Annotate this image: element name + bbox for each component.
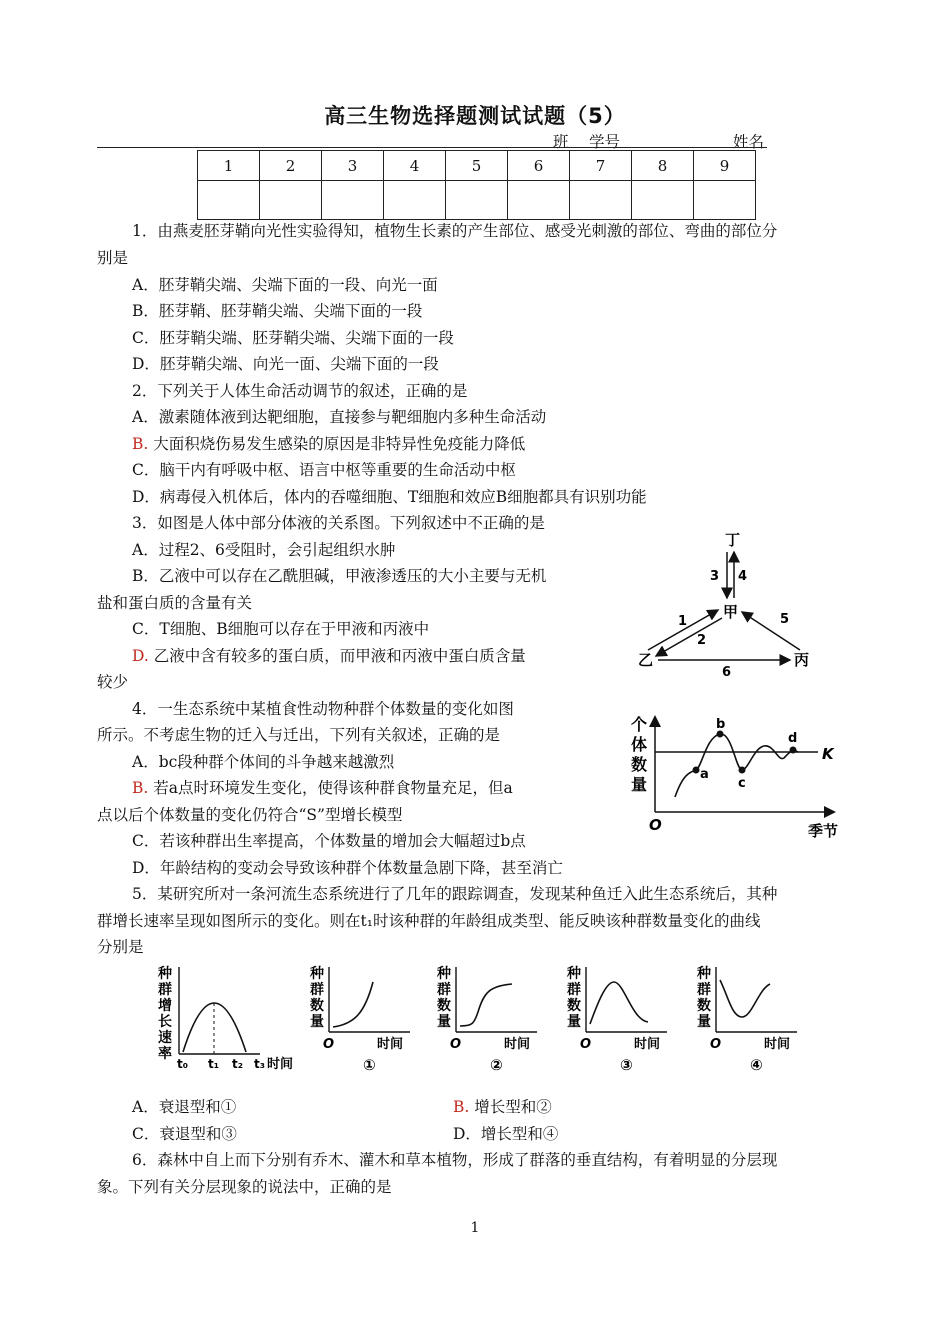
q2-option-d: D．病毒侵入机体后，体内的吞噬细胞、T细胞和效应B细胞都具有识别功能: [132, 488, 647, 506]
ylabel-2: 体: [631, 735, 648, 754]
label-bing: 丙: [794, 651, 810, 669]
rate-ylabel-3: 增: [158, 998, 172, 1014]
answer-col-5: 5: [446, 151, 508, 181]
answer-table: [197, 150, 756, 220]
answer-col-2: 2: [260, 151, 322, 181]
q1-option-c: C．胚芽鞘尖端、胚芽鞘尖端、尖端下面的一段: [132, 329, 454, 347]
curve-1-graph: [305, 962, 425, 1077]
rate-ylabel-4: 长: [158, 1014, 172, 1030]
c3-origin: O: [580, 1037, 592, 1052]
q3-option-d: [132, 646, 526, 666]
c2-ylabel-4: 量: [437, 1014, 451, 1030]
c2-xlabel: 时间: [504, 1037, 531, 1052]
answer-col-1: 1: [198, 151, 260, 181]
q2-answer-mark: B.: [132, 435, 149, 453]
q1-stem-cont: 别是: [97, 249, 129, 267]
q3-option-a: A．过程2、6受阻时，会引起组织水肿: [132, 541, 396, 559]
q5-stem-cont2: 分别是: [97, 938, 144, 956]
answer-col-9: 9: [694, 151, 756, 181]
label-2: 2: [697, 633, 707, 648]
xlabel: 季节: [808, 822, 839, 840]
c3-ylabel-2: 群: [567, 982, 581, 998]
c4-ylabel-1: 种: [697, 966, 711, 982]
t3-label: t₃: [254, 1057, 265, 1071]
q4-option-b: [132, 778, 513, 798]
answer-cell[interactable]: [570, 181, 632, 220]
c2-ylabel-2: 群: [437, 982, 451, 998]
c4-ylabel-3: 数: [697, 998, 711, 1014]
population-graph: [628, 712, 848, 842]
c2-ylabel-1: 种: [437, 966, 451, 982]
answer-col-3: 3: [322, 151, 384, 181]
point-b: b: [716, 717, 726, 732]
label-3: 3: [710, 569, 720, 584]
rate-ylabel-6: 率: [158, 1046, 172, 1062]
c4-ylabel-2: 群: [697, 982, 711, 998]
c3-ylabel-3: 数: [567, 998, 581, 1014]
q3-answer-mark: D.: [132, 647, 149, 665]
q5-answer-mark: B.: [453, 1098, 470, 1116]
label-ding: 丁: [725, 531, 741, 549]
c1-ylabel-1: 种: [310, 966, 324, 982]
c2-ylabel-3: 数: [437, 998, 451, 1014]
c4-origin: O: [710, 1037, 722, 1052]
rate-xlabel: 时间: [267, 1057, 294, 1072]
q1-option-a: A．胚芽鞘尖端、尖端下面的一段、向光一面: [132, 276, 438, 294]
q5-option-a: A．衰退型和①: [132, 1098, 237, 1116]
point-d: d: [788, 731, 798, 746]
q5-stem-cont: 群增长速率呈现如图所示的变化。则在t₁时该种群的年龄组成类型、能反映该种群数量变化的曲线: [97, 912, 761, 930]
c3-xlabel: 时间: [634, 1037, 661, 1052]
q4-option-b-cont: 点以后个体数量的变化仍符合“S”型增长模型: [97, 806, 403, 824]
answer-cell[interactable]: [508, 181, 570, 220]
c1-ylabel-3: 数: [310, 998, 324, 1014]
label-4: 4: [738, 569, 748, 584]
answer-col-6: 6: [508, 151, 570, 181]
q3-stem: 3．如图是人体中部分体液的关系图。下列叙述中不正确的是: [132, 514, 545, 532]
t0-label: t₀: [177, 1057, 188, 1071]
q5-option-b-text: 增长型和②: [474, 1098, 552, 1116]
q3-option-d-cont: 较少: [97, 673, 129, 691]
rate-ylabel-5: 速: [158, 1030, 172, 1046]
c4-label: ④: [750, 1056, 763, 1074]
answer-cell[interactable]: [694, 181, 756, 220]
q4-option-c: C．若该种群出生率提高，个体数量的增加会大幅超过b点: [132, 832, 526, 850]
q5-stem: 5．某研究所对一条河流生态系统进行了几年的跟踪调查，发现某种鱼迁入此生态系统后，其种: [132, 885, 778, 903]
q1-option-b: B．胚芽鞘、胚芽鞘尖端、尖端下面的一段: [132, 302, 423, 320]
q5-option-b: [453, 1097, 552, 1117]
ylabel-3: 数: [631, 755, 648, 774]
page-title: 高三生物选择题测试试题（5）: [324, 104, 626, 128]
k-label: K: [822, 745, 834, 763]
c3-ylabel-1: 种: [567, 966, 581, 982]
q5-option-c: C．衰退型和③: [132, 1125, 237, 1143]
class-label: 班: [553, 133, 569, 151]
q2-stem: 2．下列关于人体生命活动调节的叙述，正确的是: [132, 382, 468, 400]
q3-option-b: B．乙液中可以存在乙酰胆碱，甲液渗透压的大小主要与无机: [132, 567, 547, 585]
c1-xlabel: 时间: [377, 1037, 404, 1052]
q5-option-d: D．增长型和④: [453, 1125, 559, 1143]
q2-option-c: C．脑干内有呼吸中枢、语言中枢等重要的生命活动中枢: [132, 461, 516, 479]
label-5: 5: [780, 612, 790, 627]
q2-option-a: A．激素随体液到达靶细胞，直接参与靶细胞内多种生命活动: [132, 408, 547, 426]
q4-option-a: A．bc段种群个体间的斗争越来越激烈: [132, 753, 395, 771]
curve-2-graph: [432, 962, 552, 1077]
q3-option-c: C．T细胞、B细胞可以存在于甲液和丙液中: [132, 620, 430, 638]
answer-cell[interactable]: [384, 181, 446, 220]
point-c: c: [738, 776, 746, 791]
q4-answer-mark: B.: [132, 779, 149, 797]
page-number: 1: [470, 1220, 480, 1236]
c1-ylabel-2: 群: [310, 982, 324, 998]
answer-col-7: 7: [570, 151, 632, 181]
answer-cell[interactable]: [322, 181, 384, 220]
answer-cell[interactable]: [446, 181, 508, 220]
answer-cell[interactable]: [632, 181, 694, 220]
body-fluid-diagram: [630, 530, 840, 680]
curve-3-graph: [562, 962, 682, 1077]
q4-option-d: D．年龄结构的变动会导致该种群个体数量急剧下降，甚至消亡: [132, 859, 563, 877]
q4-option-b-text: 若a点时环境发生变化，使得该种群食物量充足，但a: [153, 779, 513, 797]
q4-stem: 4．一生态系统中某植食性动物种群个体数量的变化如图: [132, 700, 514, 718]
q1-stem: 1．由燕麦胚芽鞘向光性实验得知，植物生长素的产生部位、感受光刺激的部位、弯曲的部位分: [132, 222, 778, 240]
student-no-label: 学号: [589, 133, 621, 151]
label-1: 1: [678, 614, 688, 629]
point-a: a: [700, 767, 709, 782]
growth-rate-graph: [150, 962, 310, 1072]
label-yi: 乙: [638, 651, 654, 669]
t2-label: t₂: [232, 1057, 243, 1071]
answer-cell[interactable]: [198, 181, 260, 220]
q6-stem-cont: 象。下列有关分层现象的说法中，正确的是: [97, 1178, 392, 1196]
q6-stem: 6．森林中自上而下分别有乔木、灌木和草本植物，形成了群落的垂直结构，有着明显的分层现: [132, 1151, 778, 1169]
c3-ylabel-4: 量: [567, 1014, 581, 1030]
q2-option-b-text: 大面积烧伤易发生感染的原因是非特异性免疫能力降低: [153, 435, 526, 453]
rate-ylabel-1: 种: [158, 966, 172, 982]
q3-option-d-text: 乙液中含有较多的蛋白质，而甲液和丙液中蛋白质含量: [153, 647, 526, 665]
q1-option-d: D．胚芽鞘尖端、向光一面、尖端下面的一段: [132, 355, 439, 373]
c1-origin: O: [323, 1037, 335, 1052]
q2-option-b: [132, 434, 525, 454]
q4-stem-cont: 所示。不考虑生物的迁入与迁出，下列有关叙述，正确的是: [97, 726, 501, 744]
c4-ylabel-4: 量: [697, 1014, 711, 1030]
c1-ylabel-4: 量: [310, 1014, 324, 1030]
curve-4-graph: [692, 962, 812, 1077]
ylabel-4: 量: [631, 775, 648, 794]
c2-origin: O: [450, 1037, 462, 1052]
label-6: 6: [722, 665, 732, 680]
header-rule: [97, 147, 767, 148]
c2-label: ②: [490, 1056, 503, 1074]
c3-label: ③: [620, 1056, 633, 1074]
answer-col-8: 8: [632, 151, 694, 181]
c1-label: ①: [363, 1056, 376, 1074]
q3-option-b-cont: 盐和蛋白质的含量有关: [97, 594, 253, 612]
name-label: 姓名: [733, 133, 765, 151]
origin-label: O: [649, 816, 662, 834]
t1-label: t₁: [208, 1057, 219, 1071]
answer-col-4: 4: [384, 151, 446, 181]
c4-xlabel: 时间: [764, 1037, 791, 1052]
rate-ylabel-2: 群: [158, 982, 172, 998]
ylabel-1: 个: [631, 715, 648, 734]
label-jia: 甲: [723, 603, 739, 621]
answer-cell[interactable]: [260, 181, 322, 220]
